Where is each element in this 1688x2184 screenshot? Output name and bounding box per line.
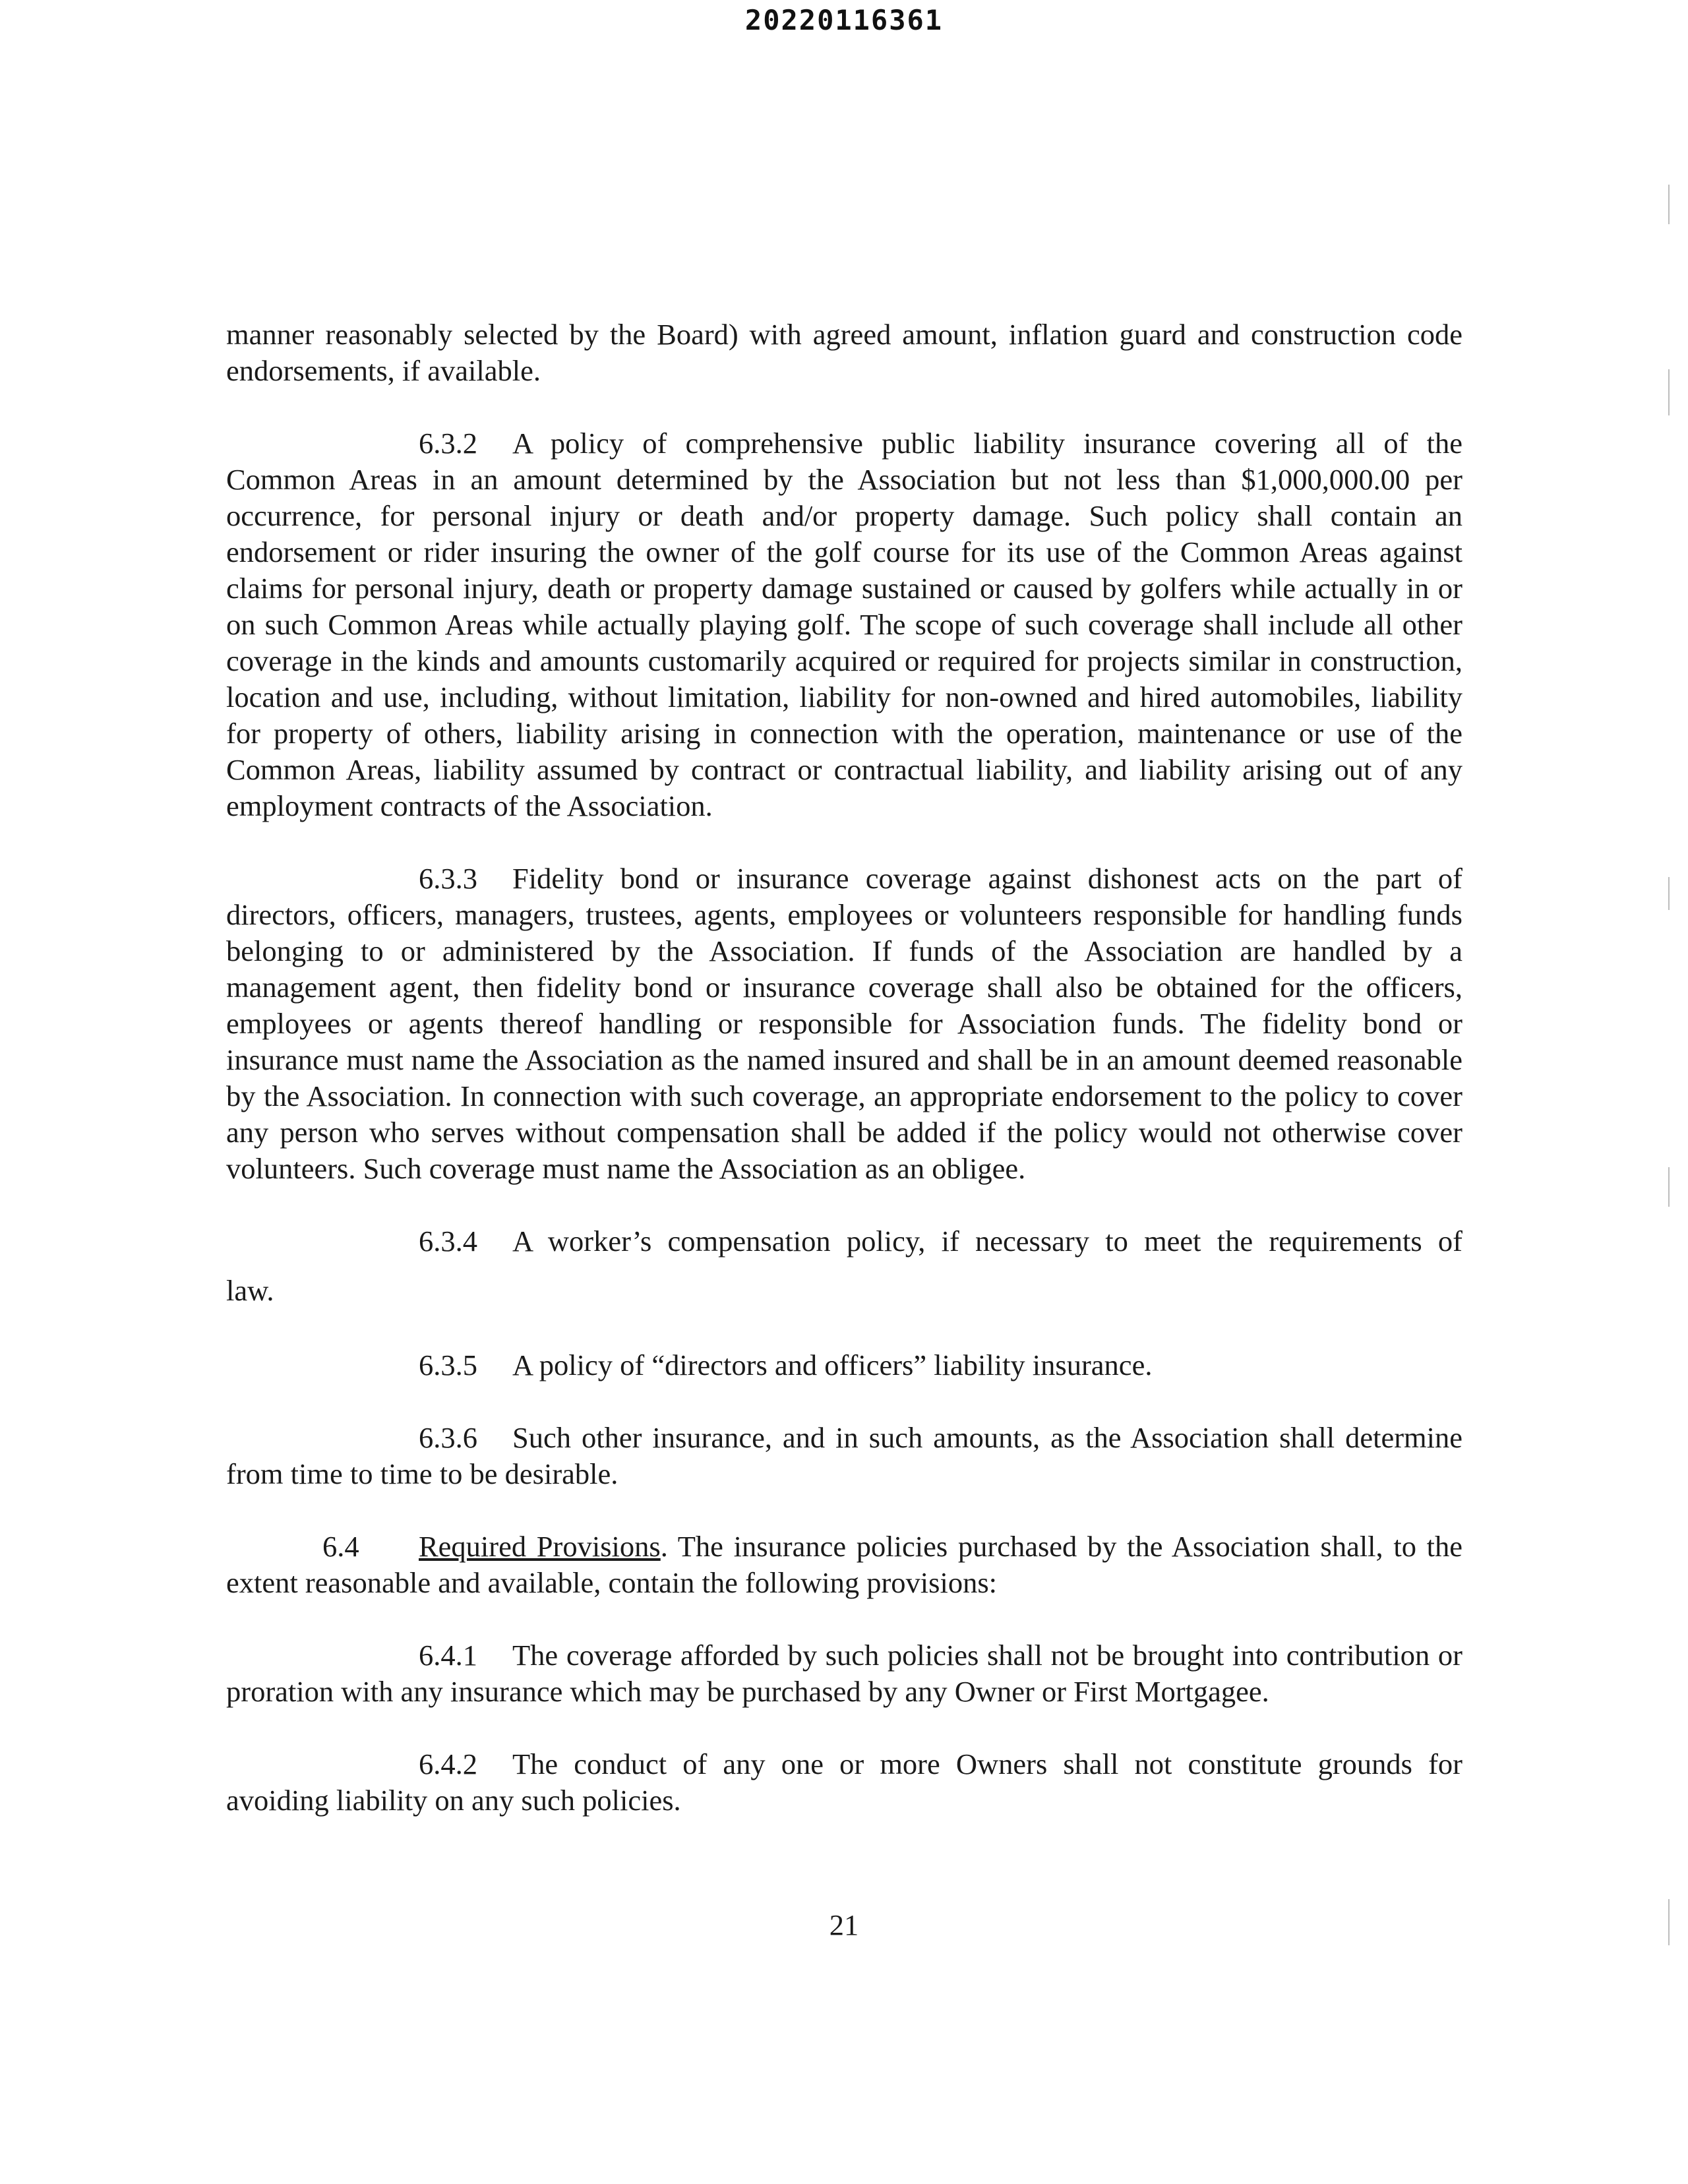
- scan-mark: [1668, 877, 1670, 910]
- section-number: 6.4: [322, 1530, 359, 1563]
- section-number: 6.3.3: [419, 862, 477, 895]
- section-text: A policy of comprehensive public liability insurance covering all of the Common Areas in an amount determined by the Association but not less than $1,000,000.00 per occurrence, for personal injury or death and/or property damage. Such policy shall contain an endorsement or rider insuring the owner of the golf course for its use of the Common Areas against claims for personal injury, death or property damage sustained or caused by golfers while actually in or on such Common Areas while actually playing golf. The scope of such coverage shall include all other coverage in the kinds and amounts customarily acquired or required for projects similar in construction, location and use, including, without limitation, liability for non-owned and hired automobiles, liability for property of others, liability arising in connection with the operation, maintenance or use of the Common Areas, liability assumed by contract or contractual liability, and liability arising out of any employment contracts of the Association.: [226, 427, 1462, 822]
- scan-mark: [1668, 1167, 1670, 1207]
- section-number: 6.4.1: [419, 1639, 477, 1672]
- section-number: 6.3.6: [419, 1421, 477, 1454]
- section-text: The conduct of any one or more Owners shall not constitute grounds for avoiding liability on any such policies.: [226, 1747, 1462, 1817]
- section-text: Fidelity bond or insurance coverage against dishonest acts on the part of directors, officers, managers, trustees, agents, employees or volunteers responsible for handling funds belonging to or administered by the Association. If funds of the Association are handled by a management agent, then fidelity bond or insurance coverage shall also be obtained for the officers, employees or agents thereof handling or responsible for Association funds. The fidelity bond or insurance must name the Association as the named insured and shall be in an amount deemed reasonable by the Association. In connection with such coverage, an appropriate endorsement to the policy to cover any person who serves without compensation shall be added if the policy would not otherwise cover volunteers. Such coverage must name the Association as an obligee.: [226, 862, 1462, 1185]
- scan-mark: [1668, 369, 1670, 415]
- section-text: Such other insurance, and in such amounts, as the Association shall determine from time to time to be desirable.: [226, 1421, 1462, 1490]
- section-6-3-3: [226, 861, 1462, 1187]
- section-text: The coverage afforded by such policies shall not be brought into contribution or proration with any insurance which may be purchased by any Owner or First Mortgagee.: [226, 1639, 1462, 1708]
- section-text: A worker’s compensation policy, if necessary to meet the requirements of: [512, 1225, 1462, 1258]
- section-number: 6.3.5: [419, 1349, 477, 1381]
- section-number: 6.3.2: [419, 427, 477, 460]
- paragraph-intro: manner reasonably selected by the Board) with agreed amount, inflation guard and construction code endorsements, if available.: [226, 318, 1462, 387]
- section-6-3-2: [226, 425, 1462, 824]
- section-6-3-4-continuation: law.: [226, 1274, 274, 1307]
- section-6-3-4: [226, 1223, 1462, 1307]
- section-6-4-1: [226, 1637, 1462, 1710]
- section-6-4: [226, 1529, 1462, 1601]
- section-heading: Required Provisions: [419, 1530, 661, 1563]
- scan-mark: [1668, 1899, 1670, 1945]
- section-text: A policy of “directors and officers” liability insurance.: [512, 1349, 1153, 1381]
- section-6-3-4-line: [226, 1223, 1462, 1259]
- section-text: . The insurance policies purchased by the Association shall, to the extent reasonable and available, contain the following provisions:: [226, 1530, 1463, 1599]
- scan-mark: [1668, 185, 1670, 224]
- page-number: 21: [829, 1908, 859, 1941]
- section-6-3-5: [226, 1347, 1462, 1383]
- page-body: [226, 317, 1462, 1819]
- section-number: 6.3.4: [419, 1225, 477, 1258]
- section-number: 6.4.2: [419, 1747, 477, 1780]
- document-number: 20220116361: [744, 4, 944, 36]
- section-6-4-2: [226, 1746, 1462, 1819]
- section-6-3-6: [226, 1420, 1462, 1492]
